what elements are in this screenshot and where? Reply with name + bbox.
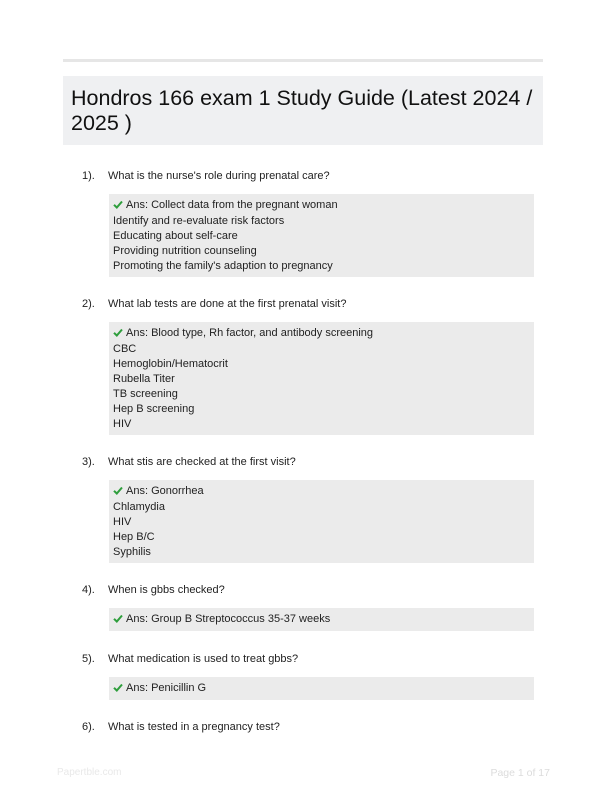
checkmark-icon — [113, 327, 123, 342]
answer-line: HIV — [113, 516, 132, 528]
answer-line: HIV — [113, 418, 132, 430]
watermark: Papertble.com — [57, 767, 122, 778]
answer-line: CBC — [113, 343, 137, 355]
answer-box — [109, 608, 534, 631]
answer-line: Hemoglobin/Hematocrit — [113, 358, 228, 370]
question-text: What is the nurse's role during prenatal care? — [108, 170, 330, 182]
answer-first-line: Ans: Collect data from the pregnant woman — [126, 199, 338, 211]
question-text: What stis are checked at the first visit? — [108, 456, 296, 468]
question-text: What is tested in a pregnancy test? — [108, 721, 280, 733]
checkmark-icon — [113, 485, 123, 500]
answer-line: Providing nutrition counseling — [113, 245, 257, 257]
answer-line: Hep B screening — [113, 403, 195, 415]
answer-line: Syphilis — [113, 546, 151, 558]
question-number: 1). — [82, 170, 95, 182]
checkmark-icon — [113, 199, 123, 214]
answer-first-line: Ans: Penicillin G — [126, 682, 207, 694]
question-number: 5). — [82, 653, 95, 665]
checkmark-icon — [113, 682, 123, 697]
question-number: 4). — [82, 584, 95, 596]
title-banner — [63, 76, 543, 145]
answer-first-line: Ans: Gonorrhea — [126, 485, 204, 497]
answer-line: Promoting the family's adaption to pregnancy — [113, 260, 333, 272]
answer-box — [109, 480, 534, 563]
answer-line: Identify and re-evaluate risk factors — [113, 215, 285, 227]
answer-first-line: Ans: Blood type, Rh factor, and antibody screening — [126, 327, 374, 339]
answer-line: Hep B/C — [113, 531, 155, 543]
top-divider — [63, 59, 543, 62]
answer-line: TB screening — [113, 388, 178, 400]
document-title: Hondros 166 exam 1 Study Guide (Latest 2024 / 2025 ) — [71, 86, 533, 135]
answer-first-line: Ans: Group B Streptococcus 35-37 weeks — [126, 613, 331, 625]
question-text: What medication is used to treat gbbs? — [108, 653, 299, 665]
checkmark-icon — [113, 613, 123, 628]
question-number: 3). — [82, 456, 95, 468]
answer-box — [109, 194, 534, 277]
answer-box — [109, 322, 534, 435]
answer-box — [109, 677, 534, 700]
question-number: 6). — [82, 721, 95, 733]
answer-line: Rubella Titer — [113, 373, 175, 385]
answer-line: Educating about self-care — [113, 230, 238, 242]
question-number: 2). — [82, 298, 95, 310]
question-text: When is gbbs checked? — [108, 584, 225, 596]
question-text: What lab tests are done at the first prenatal visit? — [108, 298, 347, 310]
answer-line: Chlamydia — [113, 501, 165, 513]
page-number: Page 1 of 17 — [490, 767, 550, 779]
